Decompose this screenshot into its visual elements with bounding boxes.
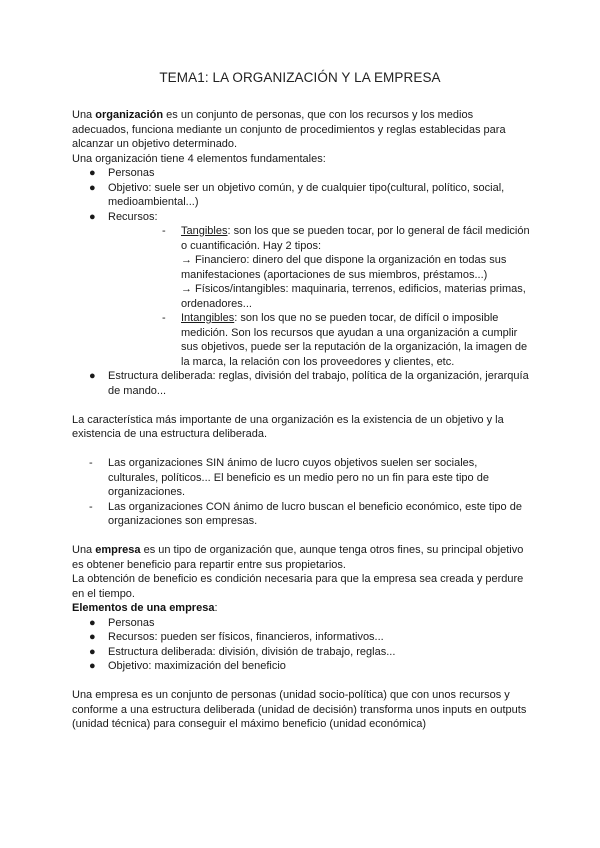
fisicos-line: → Físicos/intangibles: maquinaria, terrenos, edificios, materias primas, ordenadores... bbox=[181, 283, 526, 310]
bullet-icon: ● bbox=[89, 210, 96, 223]
list-item-text: Estructura deliberada: división, división de trabajo, reglas... bbox=[108, 645, 396, 658]
list-item-text: Objetivo: suele ser un objetivo común, y de cualquier tipo(cultural, político, social, medioambiental...) bbox=[108, 181, 505, 208]
heading-colon: : bbox=[214, 602, 218, 614]
list-item-text: Recursos: bbox=[108, 210, 158, 223]
financiero-line: → Financiero: dinero del que dispone la organización en todas sus manifestaciones (aportaciones de sus miembros, préstamos...) bbox=[181, 254, 507, 281]
heading-text: Elementos de una empresa bbox=[72, 602, 215, 614]
conclusion-paragraph: Una empresa es un conjunto de personas (unidad socio-política) que con unos recursos y conforme a una estructura deliberada (unidad de decisión) transforma unos inputs en outputs (unidad técnica) para conseguir el máximo beneficio (unidad económica) bbox=[72, 689, 527, 730]
organizacion-elements-list bbox=[72, 166, 530, 398]
bullet-icon: ● bbox=[89, 645, 96, 658]
term-intangibles: Intangibles bbox=[181, 312, 235, 324]
text-span: Una bbox=[72, 544, 96, 556]
empresa-definition bbox=[72, 543, 530, 572]
list-item-text: : son los que no se pueden tocar, de difícil o imposible medición. Son los recursos que ayudan a una organización a cumplir sus objetivos, puede ser la reputación de la organización, la imagen de la marca, la relación con los proveedores y clientes, etc. bbox=[181, 312, 528, 368]
bullet-icon: ● bbox=[89, 167, 96, 179]
tipos-organizacion-list bbox=[72, 456, 530, 529]
list-item bbox=[72, 181, 530, 210]
recursos-sublist bbox=[108, 224, 530, 369]
term-tangibles: Tangibles bbox=[181, 225, 228, 237]
list-item bbox=[72, 645, 530, 660]
dash-icon: - bbox=[162, 312, 166, 324]
elements-intro: Una organización tiene 4 elementos fundamentales: bbox=[72, 152, 326, 165]
list-item-text: Las organizaciones SIN ánimo de lucro cuyos objetivos suelen ser sociales, culturales, políticos... El beneficio es un medio pero no un fin para este tipo de organizaciones. bbox=[108, 457, 489, 498]
page-title: TEMA1: LA ORGANIZACIÓN Y LA EMPRESA bbox=[159, 70, 441, 85]
list-item-text: Objetivo: maximización del beneficio bbox=[108, 660, 286, 672]
text-span: es un conjunto de personas, que con los recursos y los medios adecuados, funciona mediante un conjunto de procedimientos y reglas establecidas para alcanzar un objetivo determinado. bbox=[72, 109, 506, 150]
list-item bbox=[72, 210, 530, 370]
list-item-text: Las organizaciones CON ánimo de lucro buscan el beneficio económico, este tipo de organizaciones son empresas. bbox=[108, 500, 522, 527]
empresa-elements-list bbox=[72, 616, 530, 674]
sublist-item-intangibles bbox=[108, 311, 530, 369]
list-item bbox=[72, 500, 530, 529]
list-item bbox=[72, 369, 530, 398]
term-empresa: empresa bbox=[95, 544, 141, 556]
list-item-text: : son los que se pueden tocar, por lo general de fácil medición o cuantificación. Hay 2 tipos: bbox=[181, 225, 530, 252]
list-item bbox=[72, 659, 530, 674]
list-item-text: Estructura deliberada: reglas, división del trabajo, política de la organización, jerarquía de mando... bbox=[108, 370, 529, 397]
list-item-text: Personas bbox=[108, 616, 155, 629]
beneficio-paragraph: La obtención de beneficio es condición necesaria para que la empresa sea creada y perdure en el tiempo. bbox=[72, 573, 524, 600]
caracteristica-paragraph: La característica más importante de una organización es la existencia de un objetivo y la existencia de una estructura deliberada. bbox=[72, 413, 504, 440]
text-span: es un tipo de organización que, aunque tenga otros fines, su principal objetivo es obtener beneficio para repartir entre sus propietarios. bbox=[72, 544, 524, 571]
dash-icon: - bbox=[89, 457, 93, 469]
bullet-icon: ● bbox=[89, 631, 96, 643]
organizacion-definition bbox=[72, 108, 530, 152]
bullet-icon: ● bbox=[89, 616, 96, 629]
sublist-item-tangibles bbox=[108, 224, 530, 311]
bullet-icon: ● bbox=[89, 370, 96, 382]
dash-icon: - bbox=[89, 500, 93, 513]
dash-icon: - bbox=[162, 225, 166, 237]
empresa-elements-heading bbox=[72, 601, 530, 616]
list-item bbox=[72, 456, 530, 500]
text-span: Una bbox=[72, 109, 96, 121]
list-item bbox=[72, 630, 530, 645]
document-body bbox=[72, 108, 530, 732]
term-organizacion: organización bbox=[95, 109, 164, 121]
list-item bbox=[72, 616, 530, 631]
list-item-text: Recursos: pueden ser físicos, financieros, informativos... bbox=[108, 631, 384, 643]
bullet-icon: ● bbox=[89, 181, 96, 194]
list-item-text: Personas bbox=[108, 167, 155, 179]
bullet-icon: ● bbox=[89, 660, 96, 672]
list-item bbox=[72, 166, 530, 181]
